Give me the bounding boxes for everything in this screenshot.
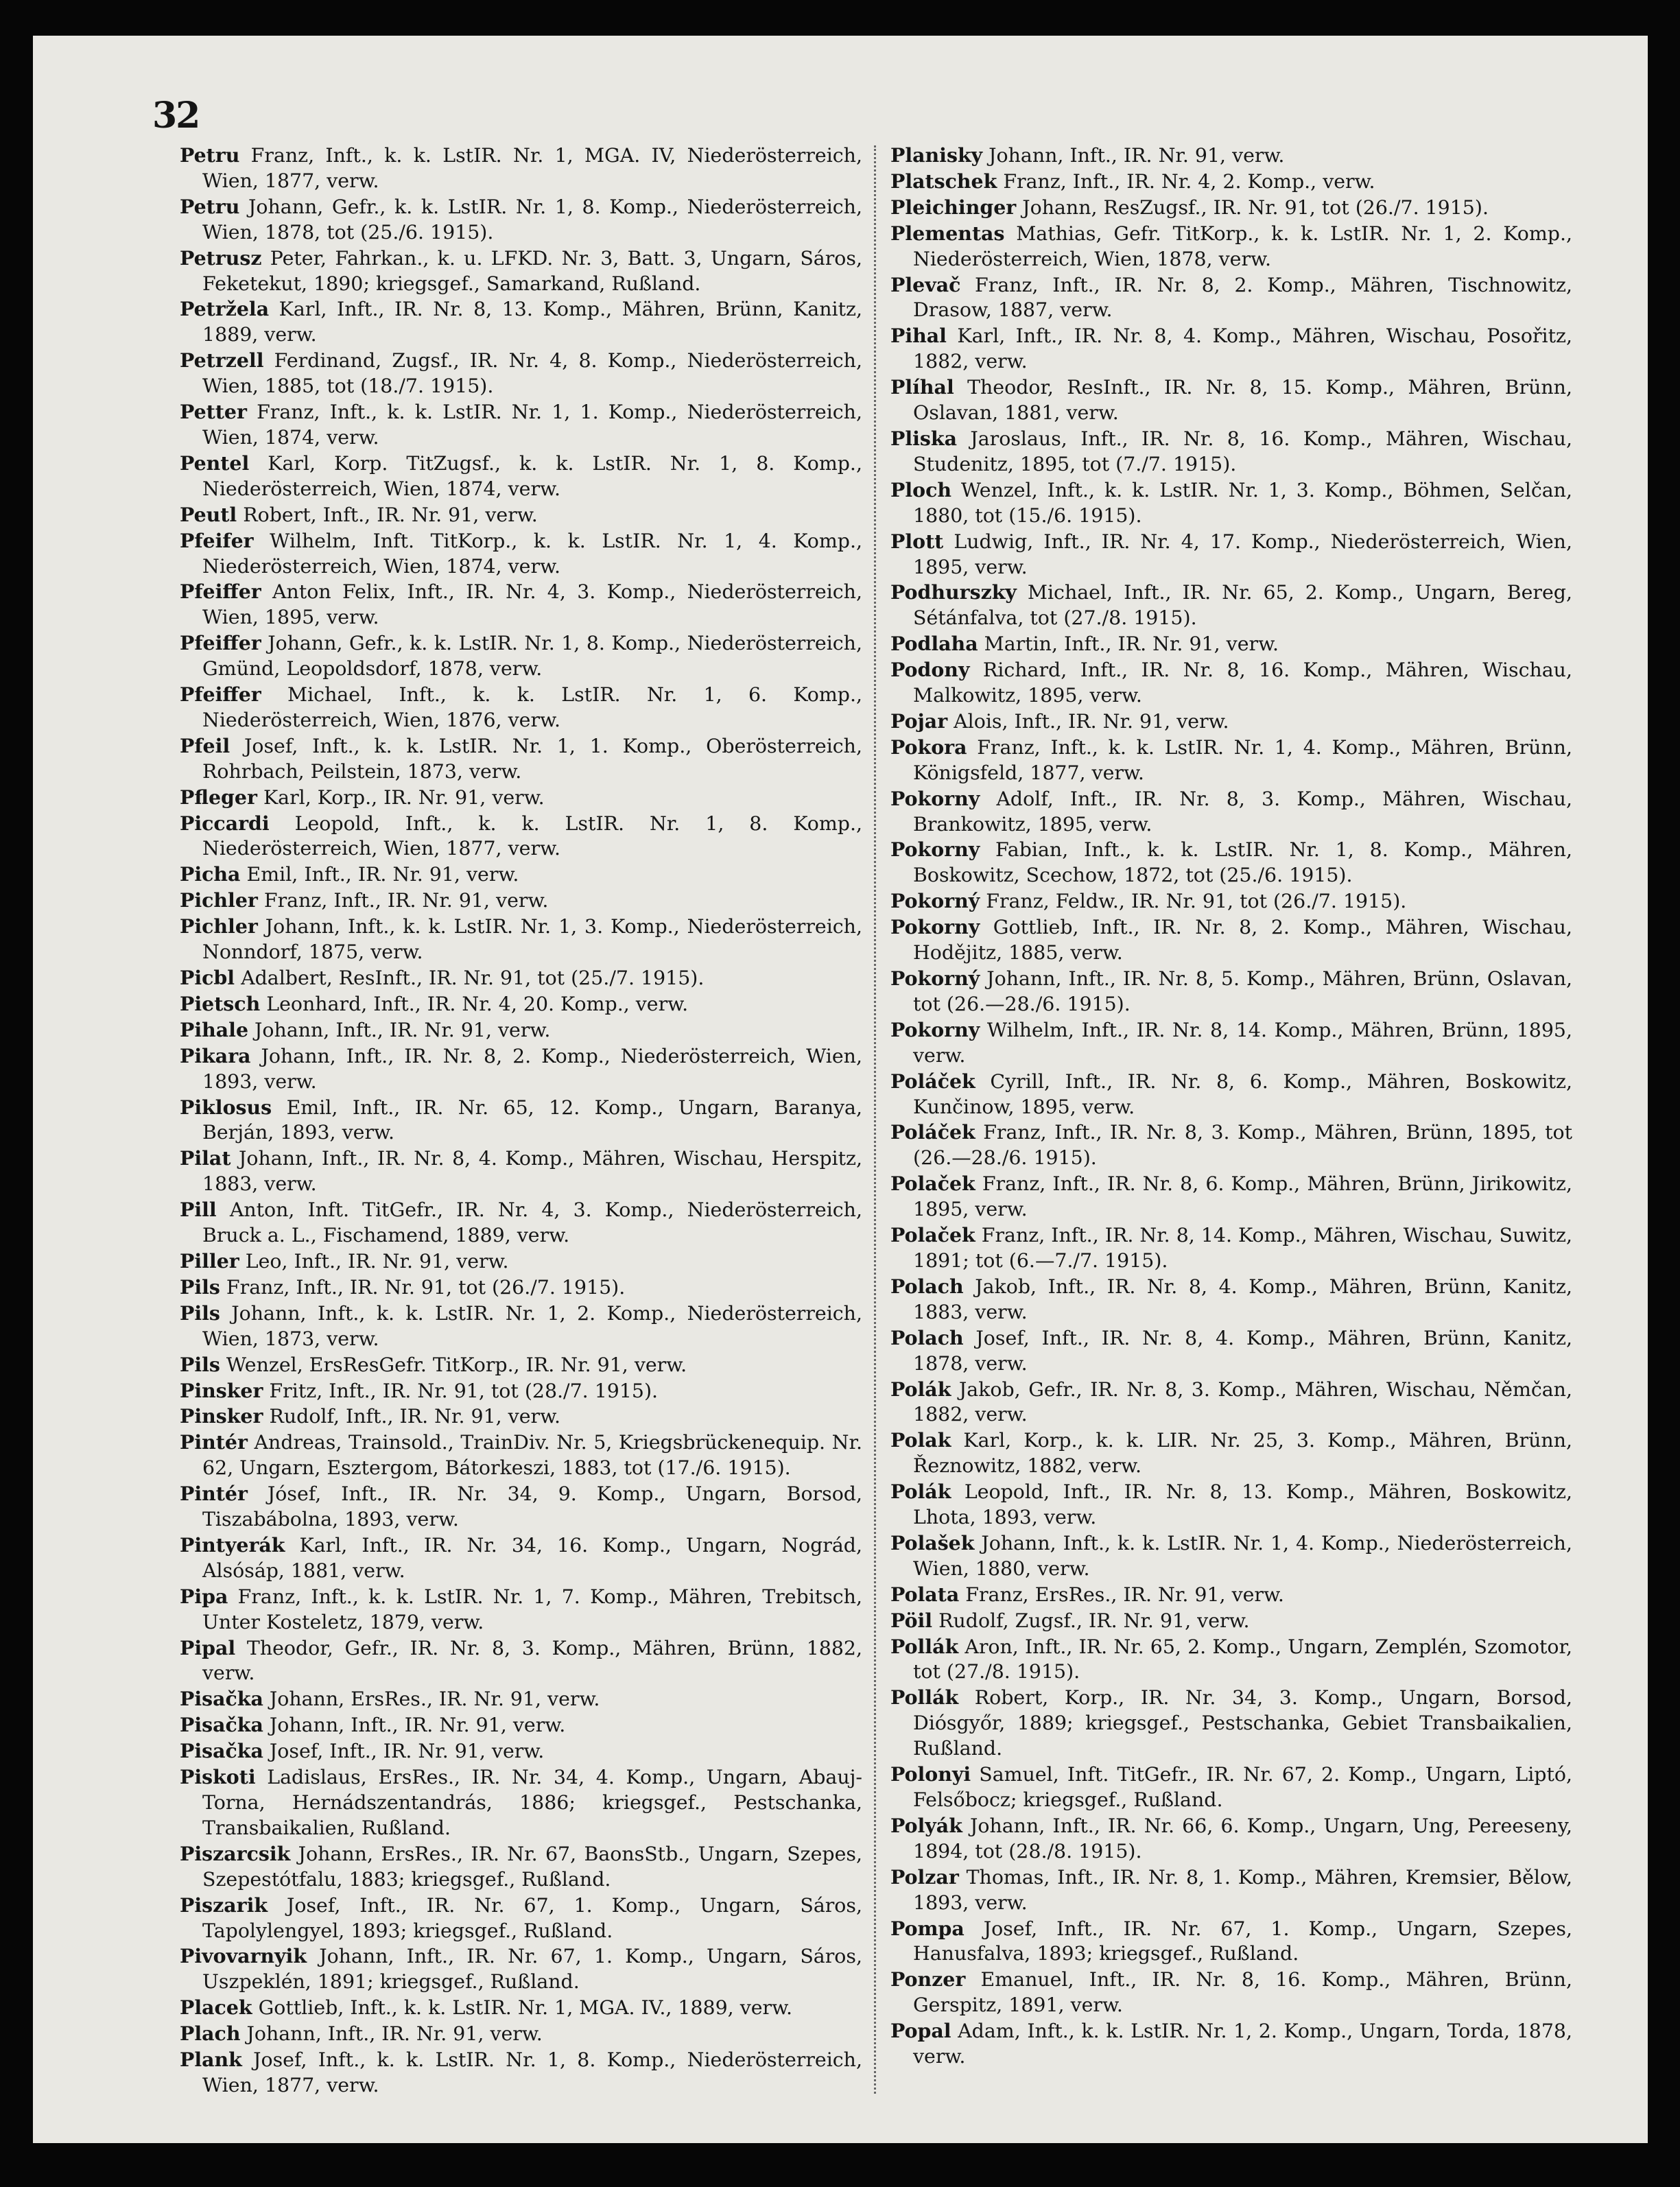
- entry-details: Josef, Inft., IR. Nr. 8, 4. Komp., Mähren, Brünn, Kanitz, 1878, verw.: [913, 1326, 1572, 1375]
- casualty-entry: [890, 888, 1572, 914]
- entry-details: Wilhelm, Inft. TitKorp., k. k. LstIR. Nr. 1, 4. Komp., Niederösterreich, Wien, 1874, verw.: [202, 529, 862, 578]
- entry-details: Josef, Inft., k. k. LstIR. Nr. 1, 1. Komp., Oberösterreich, Rohrbach, Peilstein, 1873, verw.: [202, 734, 862, 783]
- casualty-entry: [180, 1043, 862, 1095]
- casualty-entry: [890, 786, 1572, 838]
- entry-surname: Piccardi: [180, 811, 270, 835]
- entry-surname: Pipa: [180, 1584, 228, 1608]
- entry-details: Johann, Gefr., k. k. LstIR. Nr. 1, 8. Komp., Niederösterreich, Wien, 1878, tot (25./6. 1915).: [202, 195, 862, 244]
- casualty-entry: [890, 1608, 1572, 1634]
- entry-surname: Pikara: [180, 1043, 251, 1067]
- casualty-entry: [890, 1377, 1572, 1428]
- casualty-entry: [890, 1017, 1572, 1069]
- entry-surname: Piszarcsik: [180, 1841, 291, 1865]
- entry-surname: Planisky: [890, 143, 983, 167]
- casualty-entry: [180, 1146, 862, 1197]
- casualty-entry: [180, 348, 862, 399]
- entry-surname: Pisačka: [180, 1739, 263, 1763]
- casualty-entry: [180, 1404, 862, 1430]
- entry-details: Adolf, Inft., IR. Nr. 8, 3. Komp., Mähren, Wischau, Brankowitz, 1895, verw.: [913, 787, 1572, 836]
- entry-surname: Pinsker: [180, 1378, 263, 1402]
- entry-details: Karl, Korp., k. k. LIR. Nr. 25, 3. Komp., Mähren, Brünn, Řeznowitz, 1882, verw.: [913, 1429, 1572, 1478]
- entry-surname: Pihal: [890, 324, 947, 348]
- casualty-entry: [890, 1762, 1572, 1813]
- entry-details: Johann, ErsRes., IR. Nr. 67, BaonsStb., Ungarn, Szepes, Szepestótfalu, 1883; kriegsgef., Rußland.: [202, 1842, 862, 1891]
- casualty-entry: [890, 1813, 1572, 1865]
- entry-surname: Pivovarnyik: [180, 1944, 307, 1968]
- scan-border-right: [1648, 0, 1680, 2187]
- entry-surname: Popal: [890, 2019, 951, 2043]
- casualty-entry: [180, 2047, 862, 2099]
- entry-surname: Polata: [890, 1582, 960, 1606]
- entry-details: Johann, Inft., IR. Nr. 91, verw.: [263, 1714, 566, 1737]
- casualty-entry: [180, 1533, 862, 1584]
- casualty-entry: [890, 1479, 1572, 1530]
- casualty-entry: [890, 966, 1572, 1017]
- entry-details: Martin, Inft., IR. Nr. 91, verw.: [978, 633, 1279, 656]
- entry-details: Wenzel, Inft., k. k. LstIR. Nr. 1, 3. Komp., Böhmen, Selčan, 1880, tot (15./6. 1915).: [913, 478, 1572, 527]
- entry-surname: Pollák: [890, 1634, 959, 1658]
- casualty-entry: [890, 1685, 1572, 1762]
- entry-details: Johann, Inft., k. k. LstIR. Nr. 1, 4. Komp., Niederösterreich, Wien, 1880, verw.: [913, 1531, 1572, 1580]
- entry-surname: Pichler: [180, 914, 258, 938]
- casualty-entry: [180, 194, 862, 246]
- entry-surname: Polach: [890, 1325, 964, 1349]
- casualty-entry: [180, 296, 862, 348]
- entry-surname: Petru: [180, 194, 240, 218]
- casualty-entry: [890, 2018, 1572, 2070]
- entry-surname: Pentel: [180, 451, 250, 475]
- entry-details: Franz, Inft., IR. Nr. 8, 3. Komp., Mähren, Brünn, 1895, tot (26.—28./6. 1915).: [913, 1121, 1572, 1170]
- entry-details: Peter, Fahrkan., k. u. LFKD. Nr. 3, Batt. 3, Ungarn, Sáros, Feketekut, 1890; kriegsgef., Samarkand, Rußland.: [202, 246, 862, 295]
- entry-details: Johann, Inft., IR. Nr. 66, 6. Komp., Ungarn, Ung, Pereeseny, 1894, tot (28./8. 1915).: [913, 1814, 1572, 1863]
- entry-surname: Podhurszky: [890, 580, 1017, 604]
- casualty-entry: [180, 143, 862, 194]
- casualty-entry: [180, 785, 862, 811]
- casualty-entry: [890, 735, 1572, 786]
- entry-details: Jaroslaus, Inft., IR. Nr. 8, 16. Komp., Mähren, Wischau, Studenitz, 1895, tot (7./7. 1915).: [913, 427, 1572, 475]
- entry-details: Samuel, Inft. TitGefr., IR. Nr. 67, 2. Komp., Ungarn, Liptó, Felsőbocz; kriegsgef., Rußland.: [913, 1763, 1572, 1811]
- casualty-entry: [890, 323, 1572, 375]
- entry-surname: Pfeil: [180, 733, 230, 757]
- entry-details: Franz, Inft., k. k. LstIR. Nr. 1, 1. Komp., Niederösterreich, Wien, 1874, verw.: [202, 401, 862, 449]
- entry-details: Johann, Inft., k. k. LstIR. Nr. 1, 2. Komp., Niederösterreich, Wien, 1873, verw.: [202, 1301, 862, 1350]
- entry-surname: Plank: [180, 2048, 242, 2072]
- entry-details: Franz, Inft., IR. Nr. 4, 2. Komp., verw.: [997, 169, 1375, 193]
- casualty-entry: [180, 1481, 862, 1533]
- entry-surname: Pojar: [890, 709, 948, 733]
- entry-surname: Plott: [890, 529, 944, 553]
- entry-surname: Polyák: [890, 1813, 962, 1837]
- entry-details: Gottlieb, Inft., IR. Nr. 8, 2. Komp., Mähren, Wischau, Hodějitz, 1885, verw.: [913, 916, 1572, 965]
- entry-surname: Pintér: [180, 1430, 248, 1454]
- entry-surname: Petrzell: [180, 348, 264, 373]
- casualty-entry: [180, 528, 862, 580]
- entry-surname: Plementas: [890, 221, 1005, 245]
- casualty-entry: [180, 1249, 862, 1275]
- entry-details: Josef, Inft., IR. Nr. 67, 1. Komp., Ungarn, Szepes, Hanusfalva, 1893; kriegsgef., Rußland.: [913, 1917, 1572, 1965]
- entry-surname: Polaček: [890, 1172, 975, 1196]
- casualty-entry: [180, 1635, 862, 1687]
- entry-details: Karl, Inft., IR. Nr. 8, 13. Komp., Mähren, Brünn, Kanitz, 1889, verw.: [202, 298, 862, 346]
- entry-surname: Polonyi: [890, 1762, 971, 1786]
- entry-details: Franz, Inft., IR. Nr. 8, 2. Komp., Mähren, Tischnowitz, Drasow, 1887, verw.: [913, 273, 1572, 322]
- casualty-entry: [890, 1865, 1572, 1916]
- page-number: 32: [152, 95, 200, 137]
- entry-surname: Piskoti: [180, 1765, 256, 1789]
- entry-details: Johann, ResZugsf., IR. Nr. 91, tot (26./7. 1915).: [1016, 196, 1489, 219]
- casualty-entry: [890, 1274, 1572, 1325]
- right-column: [890, 143, 1572, 2070]
- entry-details: Michael, Inft., IR. Nr. 65, 2. Komp., Ungarn, Bereg, Sétánfalva, tot (27./8. 1915).: [913, 581, 1572, 630]
- entry-surname: Polák: [890, 1377, 951, 1401]
- entry-details: Fritz, Inft., IR. Nr. 91, tot (28./7. 1915).: [263, 1379, 659, 1402]
- entry-surname: Polaček: [890, 1223, 975, 1247]
- entry-details: Leopold, Inft., k. k. LstIR. Nr. 1, 8. Komp., Niederösterreich, Wien, 1877, verw.: [202, 812, 862, 860]
- entry-details: Franz, Inft., IR. Nr. 8, 14. Komp., Mähren, Wischau, Suwitz, 1891; tot (6.—7./7. 1915).: [913, 1224, 1572, 1272]
- casualty-entry: [180, 991, 862, 1017]
- entry-surname: Polašek: [890, 1530, 975, 1554]
- entry-details: Wilhelm, Inft., IR. Nr. 8, 14. Komp., Mähren, Brünn, 1895, verw.: [913, 1018, 1572, 1067]
- entry-details: Johann, Inft., IR. Nr. 8, 4. Komp., Mähren, Wischau, Herspitz, 1883, verw.: [202, 1147, 862, 1196]
- entry-details: Theodor, ResInft., IR. Nr. 8, 15. Komp., Mähren, Brünn, Oslavan, 1881, verw.: [913, 376, 1572, 425]
- entry-details: Thomas, Inft., IR. Nr. 8, 1. Komp., Mähren, Kremsier, Bělow, 1893, verw.: [913, 1865, 1572, 1914]
- casualty-entry: [180, 630, 862, 682]
- entry-surname: Pils: [180, 1301, 220, 1325]
- entry-details: Andreas, Trainsold., TrainDiv. Nr. 5, Kriegsbrückenequip. Nr. 62, Ungarn, Esztergom, Bátorkeszi, 1883, tot (17./6. 1915).: [202, 1431, 862, 1480]
- entry-details: Cyrill, Inft., IR. Nr. 8, 6. Komp., Mähren, Boskowitz, Kunčinow, 1895, verw.: [913, 1069, 1572, 1118]
- entry-surname: Polzar: [890, 1865, 959, 1889]
- entry-surname: Pliska: [890, 426, 957, 450]
- casualty-entry: [180, 733, 862, 785]
- casualty-entry: [890, 709, 1572, 735]
- casualty-entry: [180, 1686, 862, 1712]
- entry-details: Anton, Inft. TitGefr., IR. Nr. 4, 3. Komp., Niederösterreich, Bruck a. L., Fischamend, 1889, verw.: [202, 1198, 862, 1247]
- entry-surname: Pfeiffer: [180, 580, 261, 604]
- entry-details: Franz, Feldw., IR. Nr. 91, tot (26./7. 1915).: [980, 890, 1407, 913]
- entry-details: Franz, Inft., IR. Nr. 8, 6. Komp., Mähren, Brünn, Jirikowitz, 1895, verw.: [913, 1172, 1572, 1221]
- entry-surname: Pils: [180, 1352, 220, 1376]
- entry-surname: Pinsker: [180, 1404, 263, 1428]
- casualty-entry: [180, 1095, 862, 1146]
- entry-details: Mathias, Gefr. TitKorp., k. k. LstIR. Nr. 1, 2. Komp., Niederösterreich, Wien, 1878, verw.: [913, 222, 1572, 270]
- casualty-entry: [890, 477, 1572, 529]
- entry-details: Emil, Inft., IR. Nr. 65, 12. Komp., Ungarn, Baranya, Berján, 1893, verw.: [202, 1096, 862, 1144]
- entry-surname: Plíhal: [890, 375, 954, 399]
- entry-details: Johann, Inft., IR. Nr. 67, 1. Komp., Ungarn, Sáros, Uszpeklén, 1891; kriegsgef., Rußland.: [202, 1945, 862, 1994]
- entry-surname: Pichler: [180, 888, 258, 912]
- casualty-entry: [890, 1120, 1572, 1171]
- casualty-entry: [180, 1995, 862, 2021]
- entry-surname: Pintyerák: [180, 1533, 285, 1557]
- entry-details: Johann, Inft., IR. Nr. 91, verw.: [248, 1018, 551, 1041]
- entry-surname: Pokorny: [890, 915, 980, 939]
- left-column: [180, 143, 862, 2099]
- scan-border-bottom: [0, 2143, 1680, 2187]
- casualty-entry: [890, 657, 1572, 709]
- entry-details: Richard, Inft., IR. Nr. 8, 16. Komp., Mähren, Wischau, Malkowitz, 1895, verw.: [913, 659, 1572, 707]
- entry-details: Robert, Inft., IR. Nr. 91, verw.: [237, 503, 538, 526]
- entry-surname: Pihale: [180, 1017, 249, 1041]
- entry-details: Johann, ErsRes., IR. Nr. 91, verw.: [263, 1688, 600, 1711]
- entry-details: Josef, Inft., k. k. LstIR. Nr. 1, 8. Komp., Niederösterreich, Wien, 1877, verw.: [202, 2048, 862, 2096]
- entry-surname: Pokora: [890, 735, 967, 759]
- casualty-entry: [180, 502, 862, 528]
- entry-surname: Ponzer: [890, 1967, 966, 1991]
- entry-surname: Picha: [180, 862, 241, 886]
- entry-surname: Platschek: [890, 169, 997, 193]
- entry-surname: Polach: [890, 1274, 964, 1298]
- entry-details: Jakob, Inft., IR. Nr. 8, 4. Komp., Mähren, Brünn, Kanitz, 1883, verw.: [913, 1275, 1572, 1323]
- casualty-entry: [180, 1584, 862, 1635]
- entry-surname: Piklosus: [180, 1095, 272, 1119]
- casualty-entry: [180, 399, 862, 451]
- entry-details: Theodor, Gefr., IR. Nr. 8, 3. Komp., Mähren, Brünn, 1882, verw.: [202, 1636, 862, 1685]
- casualty-entry: [180, 811, 862, 862]
- entry-details: Michael, Inft., k. k. LstIR. Nr. 1, 6. Komp., Niederösterreich, Wien, 1876, verw.: [202, 683, 862, 731]
- entry-surname: Poláček: [890, 1069, 975, 1093]
- entry-details: Adalbert, ResInft., IR. Nr. 91, tot (25./7. 1915).: [235, 967, 705, 989]
- entry-details: Leopold, Inft., IR. Nr. 8, 13. Komp., Mähren, Boskowitz, Lhota, 1893, verw.: [913, 1480, 1572, 1529]
- entry-details: Johann, Gefr., k. k. LstIR. Nr. 1, 8. Komp., Niederösterreich, Gmünd, Leopoldsdorf, 1878, verw.: [202, 632, 862, 681]
- casualty-entry: [180, 682, 862, 733]
- casualty-entry: [890, 195, 1572, 221]
- casualty-entry: [890, 631, 1572, 657]
- entry-surname: Podlaha: [890, 632, 978, 656]
- entry-surname: Pisačka: [180, 1713, 263, 1737]
- entry-surname: Plevač: [890, 272, 961, 296]
- entry-surname: Pokorný: [890, 889, 980, 913]
- entry-surname: Plach: [180, 2022, 241, 2046]
- casualty-entry: [890, 272, 1572, 324]
- casualty-entry: [890, 1222, 1572, 1274]
- entry-details: Franz, Inft., IR. Nr. 91, tot (26./7. 1915).: [220, 1275, 626, 1299]
- entry-details: Johann, Inft., k. k. LstIR. Nr. 1, 3. Komp., Niederösterreich, Nonndorf, 1875, verw.: [202, 915, 862, 964]
- entry-surname: Placek: [180, 1996, 252, 2020]
- entry-details: Ludwig, Inft., IR. Nr. 4, 17. Komp., Niederösterreich, Wien, 1895, verw.: [913, 530, 1572, 578]
- entry-details: Jakob, Gefr., IR. Nr. 8, 3. Komp., Mähren, Wischau, Němčan, 1882, verw.: [913, 1378, 1572, 1426]
- entry-details: Franz, Inft., k. k. LstIR. Nr. 1, 4. Komp., Mähren, Brünn, Königsfeld, 1877, verw.: [913, 735, 1572, 784]
- casualty-entry: [180, 246, 862, 297]
- entry-surname: Pompa: [890, 1916, 965, 1940]
- casualty-entry: [180, 1430, 862, 1481]
- entry-details: Josef, Inft., IR. Nr. 91, verw.: [263, 1740, 545, 1763]
- entry-details: Rudolf, Zugsf., IR. Nr. 91, verw.: [932, 1609, 1250, 1632]
- entry-surname: Pietsch: [180, 991, 261, 1015]
- entry-details: Alois, Inft., IR. Nr. 91, verw.: [947, 709, 1229, 733]
- entry-surname: Petru: [180, 143, 240, 167]
- entry-surname: Peutl: [180, 502, 237, 526]
- casualty-entry: [890, 169, 1572, 195]
- entry-surname: Pils: [180, 1275, 220, 1299]
- entry-details: Karl, Inft., IR. Nr. 34, 16. Komp., Ungarn, Nográd, Alsósáp, 1881, verw.: [202, 1533, 862, 1582]
- entry-surname: Petržela: [180, 297, 270, 321]
- entry-surname: Pöil: [890, 1608, 933, 1632]
- entry-details: Karl, Korp., IR. Nr. 91, verw.: [257, 785, 545, 809]
- entry-surname: Pill: [180, 1198, 217, 1222]
- casualty-entry: [180, 1893, 862, 1944]
- casualty-entry: [180, 579, 862, 630]
- casualty-entry: [180, 1378, 862, 1404]
- entry-surname: Pleichinger: [890, 195, 1017, 219]
- entry-surname: Pfeiffer: [180, 683, 261, 707]
- casualty-entry: [890, 580, 1572, 631]
- entry-surname: Petrusz: [180, 246, 262, 270]
- casualty-entry: [890, 1582, 1572, 1608]
- casualty-entry: [180, 914, 862, 965]
- entry-details: Emanuel, Inft., IR. Nr. 8, 16. Komp., Mähren, Brünn, Gerspitz, 1891, verw.: [913, 1968, 1572, 2017]
- entry-surname: Pokorny: [890, 1017, 980, 1041]
- casualty-entry: [180, 1017, 862, 1043]
- entry-details: Rudolf, Inft., IR. Nr. 91, verw.: [263, 1405, 561, 1428]
- casualty-entry: [180, 1197, 862, 1249]
- casualty-entry: [180, 1841, 862, 1893]
- entry-details: Adam, Inft., k. k. LstIR. Nr. 1, 2. Komp., Ungarn, Torda, 1878, verw.: [913, 2020, 1572, 2068]
- entry-details: Jósef, Inft., IR. Nr. 34, 9. Komp., Ungarn, Borsod, Tiszabábolna, 1893, verw.: [202, 1482, 862, 1531]
- entry-surname: Piller: [180, 1249, 239, 1273]
- entry-details: Anton Felix, Inft., IR. Nr. 4, 3. Komp., Niederösterreich, Wien, 1895, verw.: [202, 580, 862, 629]
- entry-details: Fabian, Inft., k. k. LstIR. Nr. 1, 8. Komp., Mähren, Boskowitz, Scechow, 1872, tot (25./6. 1915).: [913, 838, 1572, 887]
- casualty-entry: [890, 426, 1572, 477]
- entry-details: Johann, Inft., IR. Nr. 91, verw.: [240, 2022, 543, 2046]
- entry-details: Leonhard, Inft., IR. Nr. 4, 20. Komp., verw.: [260, 992, 689, 1015]
- entry-details: Leo, Inft., IR. Nr. 91, verw.: [239, 1249, 509, 1273]
- casualty-entry: [180, 1764, 862, 1841]
- entry-details: Franz, Inft., k. k. LstIR. Nr. 1, 7. Komp., Mähren, Trebitsch, Unter Kosteletz, 1879, verw.: [202, 1585, 862, 1633]
- scan-border-top: [0, 0, 1680, 36]
- casualty-entry: [890, 529, 1572, 580]
- entry-surname: Pfleger: [180, 785, 257, 809]
- casualty-entry: [890, 221, 1572, 272]
- casualty-entry: [180, 1275, 862, 1301]
- entry-details: Robert, Korp., IR. Nr. 34, 3. Komp., Ungarn, Borsod, Diósgyőr, 1889; kriegsgef., Pestschanka, Gebiet Transbaikalien, Rußland.: [913, 1686, 1572, 1760]
- casualty-entry: [180, 1738, 862, 1764]
- entry-details: Franz, ErsRes., IR. Nr. 91, verw.: [959, 1583, 1284, 1606]
- entry-surname: Ploch: [890, 477, 951, 501]
- casualty-entry: [890, 1325, 1572, 1377]
- casualty-entry: [890, 375, 1572, 426]
- entry-details: Johann, Inft., IR. Nr. 8, 5. Komp., Mähren, Brünn, Oslavan, tot (26.—28./6. 1915).: [913, 967, 1572, 1015]
- casualty-entry: [890, 143, 1572, 169]
- entry-details: Franz, Inft., IR. Nr. 91, verw.: [257, 889, 549, 912]
- entry-details: Aron, Inft., IR. Nr. 65, 2. Komp., Ungarn, Zemplén, Szomotor, tot (27./8. 1915).: [913, 1635, 1572, 1683]
- casualty-entry: [180, 862, 862, 888]
- entry-surname: Piszarik: [180, 1893, 268, 1917]
- entry-surname: Polak: [890, 1428, 951, 1452]
- entry-surname: Pokorný: [890, 967, 980, 990]
- entry-details: Emil, Inft., IR. Nr. 91, verw.: [240, 863, 519, 886]
- entry-surname: Pisačka: [180, 1687, 263, 1711]
- entry-details: Franz, Inft., k. k. LstIR. Nr. 1, MGA. IV, Niederösterreich, Wien, 1877, verw.: [202, 144, 862, 192]
- entry-surname: Polák: [890, 1480, 951, 1504]
- casualty-entry: [890, 1171, 1572, 1222]
- casualty-entry: [890, 1428, 1572, 1479]
- casualty-entry: [890, 1916, 1572, 1967]
- entry-surname: Pokorny: [890, 838, 980, 862]
- scan-border-left: [0, 0, 33, 2187]
- casualty-entry: [890, 837, 1572, 888]
- entry-surname: Pintér: [180, 1482, 248, 1506]
- entry-surname: Pfeifer: [180, 528, 254, 552]
- entry-details: Gottlieb, Inft., k. k. LstIR. Nr. 1, MGA. IV., 1889, verw.: [252, 1996, 793, 2020]
- casualty-entry: [180, 451, 862, 502]
- entry-surname: Petter: [180, 400, 247, 424]
- casualty-entry: [180, 2021, 862, 2047]
- entry-surname: Pokorny: [890, 786, 980, 810]
- entry-surname: Podony: [890, 658, 970, 682]
- entry-surname: Pfeiffer: [180, 631, 261, 655]
- casualty-entry: [180, 1301, 862, 1352]
- casualty-entry: [180, 1352, 862, 1378]
- entry-surname: Pilat: [180, 1146, 231, 1170]
- entry-surname: Pollák: [890, 1686, 959, 1710]
- entry-details: Ladislaus, ErsRes., IR. Nr. 34, 4. Komp., Ungarn, Abauj-Torna, Hernádszentandrás, 1886; kriegsgef., Pestschanka, Transbaikalien, Rußland.: [202, 1766, 862, 1839]
- entry-details: Wenzel, ErsResGefr. TitKorp., IR. Nr. 91, verw.: [220, 1353, 687, 1376]
- casualty-entry: [180, 1943, 862, 1995]
- casualty-entry: [180, 965, 862, 991]
- casualty-entry: [890, 1069, 1572, 1120]
- casualty-entry: [890, 1530, 1572, 1582]
- entry-surname: Picbl: [180, 966, 235, 989]
- entry-surname: Poláček: [890, 1120, 975, 1144]
- casualty-entry: [180, 1712, 862, 1738]
- casualty-entry: [890, 1634, 1572, 1686]
- entry-details: Ferdinand, Zugsf., IR. Nr. 4, 8. Komp., Niederösterreich, Wien, 1885, tot (18./7. 1915).: [202, 349, 862, 398]
- casualty-entry: [890, 1967, 1572, 2018]
- column-divider: [874, 145, 876, 2094]
- casualty-entry: [890, 914, 1572, 966]
- entry-details: Karl, Inft., IR. Nr. 8, 4. Komp., Mähren, Wischau, Posořitz, 1882, verw.: [913, 324, 1572, 373]
- entry-details: Johann, Inft., IR. Nr. 8, 2. Komp., Niederösterreich, Wien, 1893, verw.: [202, 1044, 862, 1093]
- entry-surname: Pipal: [180, 1635, 236, 1659]
- casualty-entry: [180, 888, 862, 914]
- entry-details: Josef, Inft., IR. Nr. 67, 1. Komp., Ungarn, Sáros, Tapolylengyel, 1893; kriegsgef., Rußland.: [202, 1893, 862, 1942]
- entry-details: Karl, Korp. TitZugsf., k. k. LstIR. Nr. 1, 8. Komp., Niederösterreich, Wien, 1874, verw.: [202, 451, 862, 500]
- entry-details: Johann, Inft., IR. Nr. 91, verw.: [982, 144, 1285, 167]
